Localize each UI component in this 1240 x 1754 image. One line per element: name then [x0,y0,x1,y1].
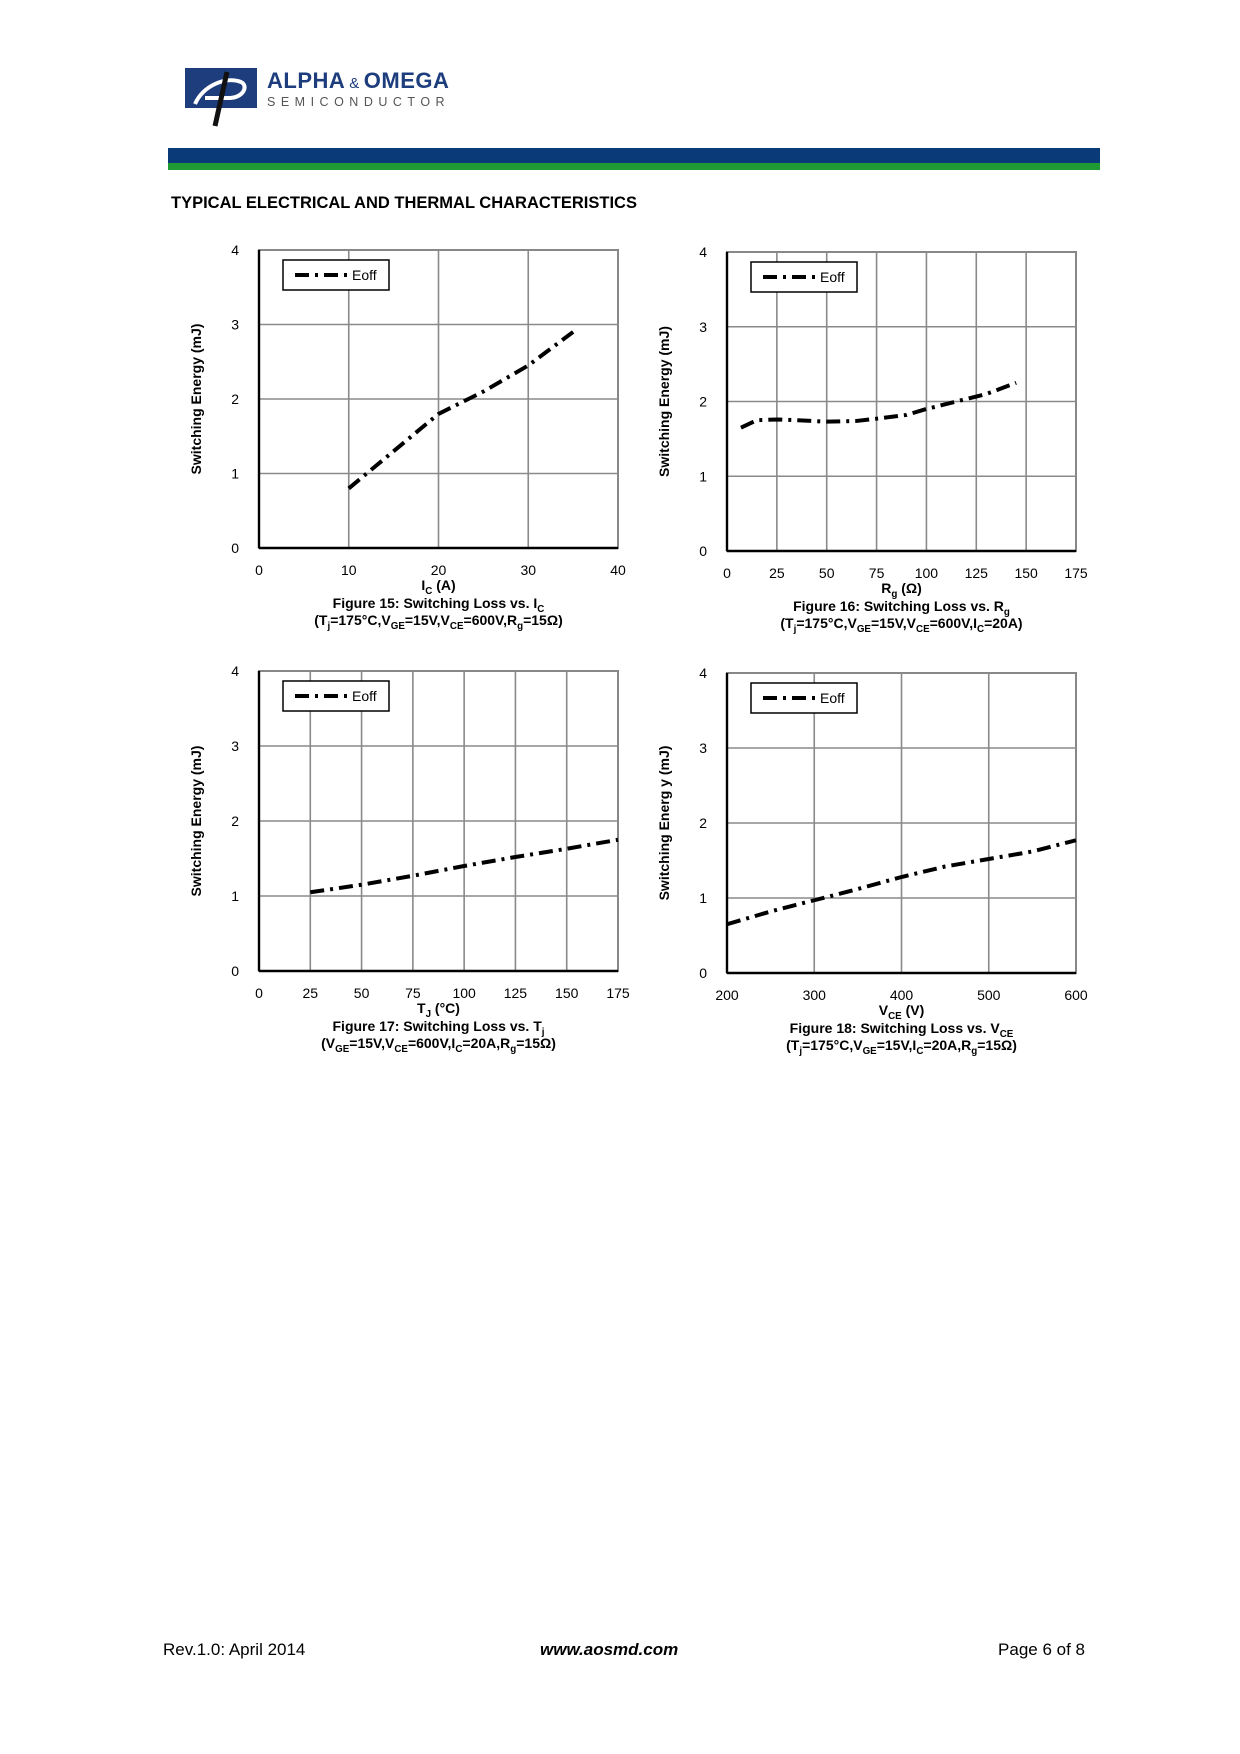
legend-label: Eoff [820,269,845,285]
y-tick-label: 2 [231,813,239,829]
y-tick-label: 2 [231,391,239,407]
x-tick-label: 300 [802,987,826,1003]
figure-conditions: (Tj=175°C,VGE=15V,IC=20A,Rg=15Ω) [786,1037,1017,1057]
x-axis-label: IC (A) [421,577,456,597]
y-tick-label: 2 [699,393,707,410]
x-tick-label: 10 [340,562,357,578]
y-tick-label: 4 [699,665,707,681]
y-tick-label: 0 [231,963,239,979]
figure-title: Figure 16: Switching Loss vs. Rg [793,598,1010,618]
figure-conditions: (VGE=15V,VCE=600V,IC=20A,Rg=15Ω) [321,1035,556,1055]
x-tick-label: 75 [405,985,421,1001]
footer-revision: Rev.1.0: April 2014 [163,1640,306,1659]
x-tick-label: 20 [430,562,447,578]
x-tick-label: 175 [1064,565,1088,581]
y-tick-label: 0 [231,540,239,556]
x-tick-label: 100 [914,565,939,581]
y-axis-label: Switching Energy (mJ) [188,323,204,475]
y-axis-label: Switching Energy (mJ) [656,326,672,477]
x-tick-label: 600 [1064,987,1088,1003]
y-tick-label: 0 [699,965,707,981]
y-tick-label: 2 [699,815,707,831]
x-tick-label: 0 [723,565,731,581]
x-axis-label: VCE (V) [878,1002,925,1022]
x-tick-label: 500 [977,987,1001,1003]
y-tick-label: 3 [699,318,707,335]
x-tick-label: 25 [302,985,319,1001]
x-tick-label: 400 [889,987,914,1003]
y-tick-label: 1 [231,888,239,904]
brand-name: ALPHA & OMEGA [267,68,450,93]
y-tick-label: 3 [699,740,707,756]
figure-title: Figure 17: Switching Loss vs. Tj [332,1018,545,1038]
y-tick-label: 3 [231,316,239,333]
y-tick-label: 0 [699,543,707,559]
x-tick-label: 0 [255,562,263,578]
figure-title: Figure 18: Switching Loss vs. VCE [789,1020,1014,1040]
x-axis-label: TJ (°C) [417,1000,460,1020]
x-tick-label: 125 [503,985,528,1001]
figure-title: Figure 15: Switching Loss vs. IC [332,595,545,615]
legend-label: Eoff [352,267,377,283]
figure-conditions: (Tj=175°C,VGE=15V,VCE=600V,Rg=15Ω) [314,612,563,632]
y-tick-label: 4 [231,663,239,679]
x-tick-label: 200 [715,987,739,1003]
y-axis-label: Switching Energy (mJ) [188,745,204,897]
x-tick-label: 0 [255,985,263,1001]
y-tick-label: 4 [699,244,707,260]
legend-label: Eoff [352,688,377,704]
x-tick-label: 50 [353,985,370,1001]
y-tick-label: 4 [231,242,239,258]
x-tick-label: 25 [769,565,785,581]
footer-website-link[interactable]: www.aosmd.com [540,1640,679,1659]
y-tick-label: 1 [231,465,239,482]
x-tick-label: 100 [452,985,476,1001]
x-tick-label: 75 [868,565,885,581]
x-tick-label: 50 [818,565,835,581]
legend-label: Eoff [820,690,845,706]
x-tick-label: 150 [1014,565,1038,581]
y-axis-label: Switching Energ y (mJ) [656,745,672,901]
x-tick-label: 150 [555,985,579,1001]
footer-page-number: Page 6 of 8 [998,1640,1085,1659]
x-tick-label: 30 [520,562,537,578]
x-tick-label: 175 [606,985,630,1001]
x-axis-label: Rg (Ω) [881,580,922,600]
x-tick-label: 125 [964,565,988,581]
x-tick-label: 40 [610,562,626,578]
figure-conditions: (Tj=175°C,VGE=15V,VCE=600V,IC=20A) [780,615,1023,635]
brand-subtitle: SEMICONDUCTOR [267,95,451,109]
y-tick-label: 1 [699,468,707,485]
y-tick-label: 1 [699,890,707,906]
y-tick-label: 3 [231,738,239,754]
section-title: TYPICAL ELECTRICAL AND THERMAL CHARACTERISTICS [171,194,637,212]
